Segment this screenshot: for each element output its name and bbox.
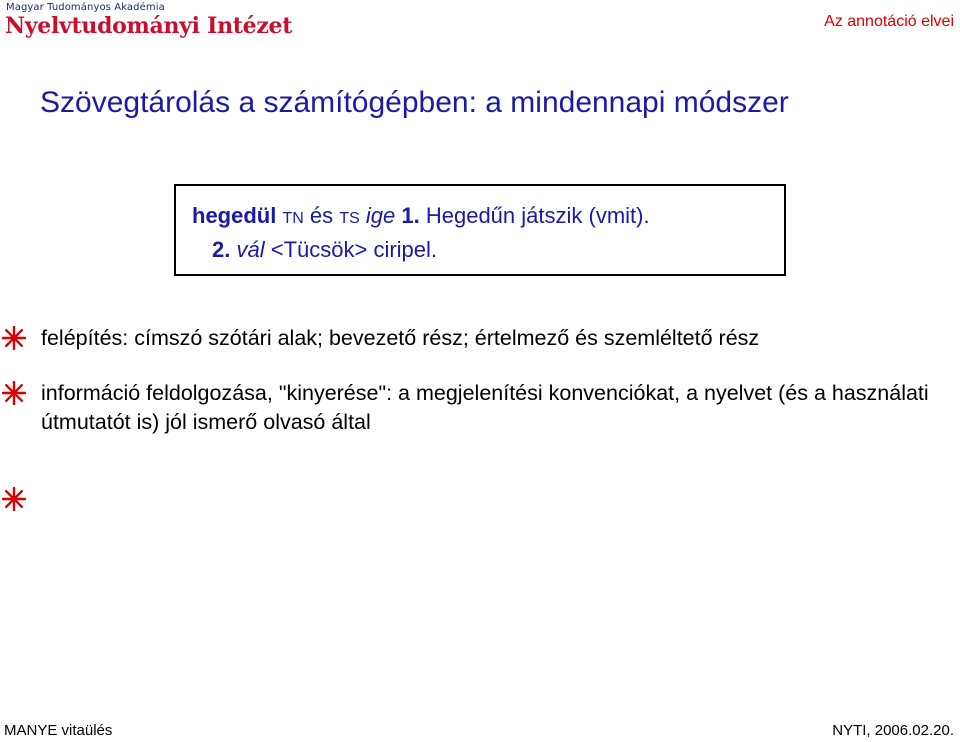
entry-sense1-text: Hegedűn játszik (vmit). — [425, 203, 650, 228]
red-star-icon — [2, 381, 26, 405]
entry-line-1 — [192, 200, 784, 234]
entry-sense1-number: 1. — [401, 203, 420, 228]
red-star-icon — [2, 326, 26, 350]
footer-date: NYTI, 2006.02.20. — [832, 722, 954, 739]
entry-sense2-number: 2. — [212, 237, 231, 262]
entry-headword: hegedül — [192, 203, 277, 228]
entry-tag-ts: TS — [339, 210, 360, 227]
entry-tag-tn: TN — [282, 210, 304, 227]
logo-institute-text: Nyelvtudományi Intézet — [5, 13, 293, 39]
section-link[interactable]: Az annotáció elvei — [824, 13, 954, 30]
bullet-text: felépítés: címszó szótári alak; bevezető rész; értelmező és szemléltető rész — [41, 326, 760, 350]
bullet-text: információ feldolgozása, "kinyerése": a megjelenítési konvenciókat, a nyelvet (és a használati útmutatót is) jól ismerő olvasó által — [41, 381, 929, 434]
bullet-item — [0, 324, 960, 353]
entry-sense2-text: <Tücsök> ciripel. — [270, 237, 438, 262]
logo-academy-text: Magyar Tudományos Akadémia — [6, 2, 165, 13]
entry-line-2 — [192, 234, 784, 265]
entry-sense2-label: vál — [236, 237, 265, 262]
slide-title: Szövegtárolás a számítógépben: a mindennapi módszer — [40, 86, 789, 119]
bullet-list — [0, 324, 960, 463]
dictionary-entry-box — [174, 184, 786, 276]
red-star-icon — [2, 487, 26, 511]
footer-event: MANYE vitaülés — [4, 722, 113, 739]
entry-conjunction: és — [309, 203, 334, 228]
entry-pos: ige — [365, 203, 396, 228]
bullet-item — [0, 379, 960, 437]
